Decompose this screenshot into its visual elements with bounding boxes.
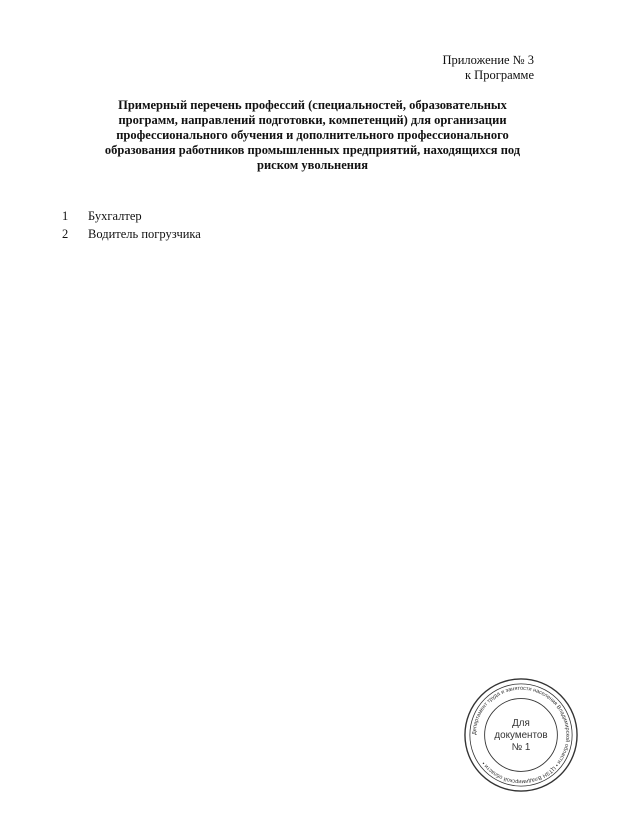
list-item: [62, 207, 201, 225]
title-line: профессионального обучения и дополнительного профессионального: [116, 128, 509, 142]
list-item-number: 2: [62, 227, 69, 241]
profession-list: [62, 207, 201, 243]
appendix-program: к Программе: [464, 68, 534, 82]
title-line: образования работников промышленных предприятий, находящихся под: [104, 143, 521, 157]
document-title: [40, 98, 585, 173]
title-line: программ, направлений подготовки, компетенций) для организации: [118, 113, 507, 127]
stamp-center-text: № 1: [511, 741, 531, 753]
official-stamp: [462, 676, 580, 794]
list-item: [62, 225, 201, 243]
appendix-number: Приложение № 3: [442, 53, 534, 67]
title-line: риском увольнения: [257, 158, 368, 172]
list-item-label: Водитель погрузчика: [88, 227, 201, 241]
list-item-number: 1: [62, 209, 69, 223]
stamp-ring-text: Департамент труда и занятости населения Владимирской области • ЦТЗН Владимирской области •: [471, 685, 571, 785]
appendix-label: [442, 53, 534, 83]
stamp-center-text: Для: [512, 718, 530, 730]
stamp-center-text: документов: [494, 729, 548, 741]
title-line: Примерный перечень профессий (специальностей, образовательных: [118, 98, 507, 112]
list-item-label: Бухгалтер: [88, 209, 142, 223]
